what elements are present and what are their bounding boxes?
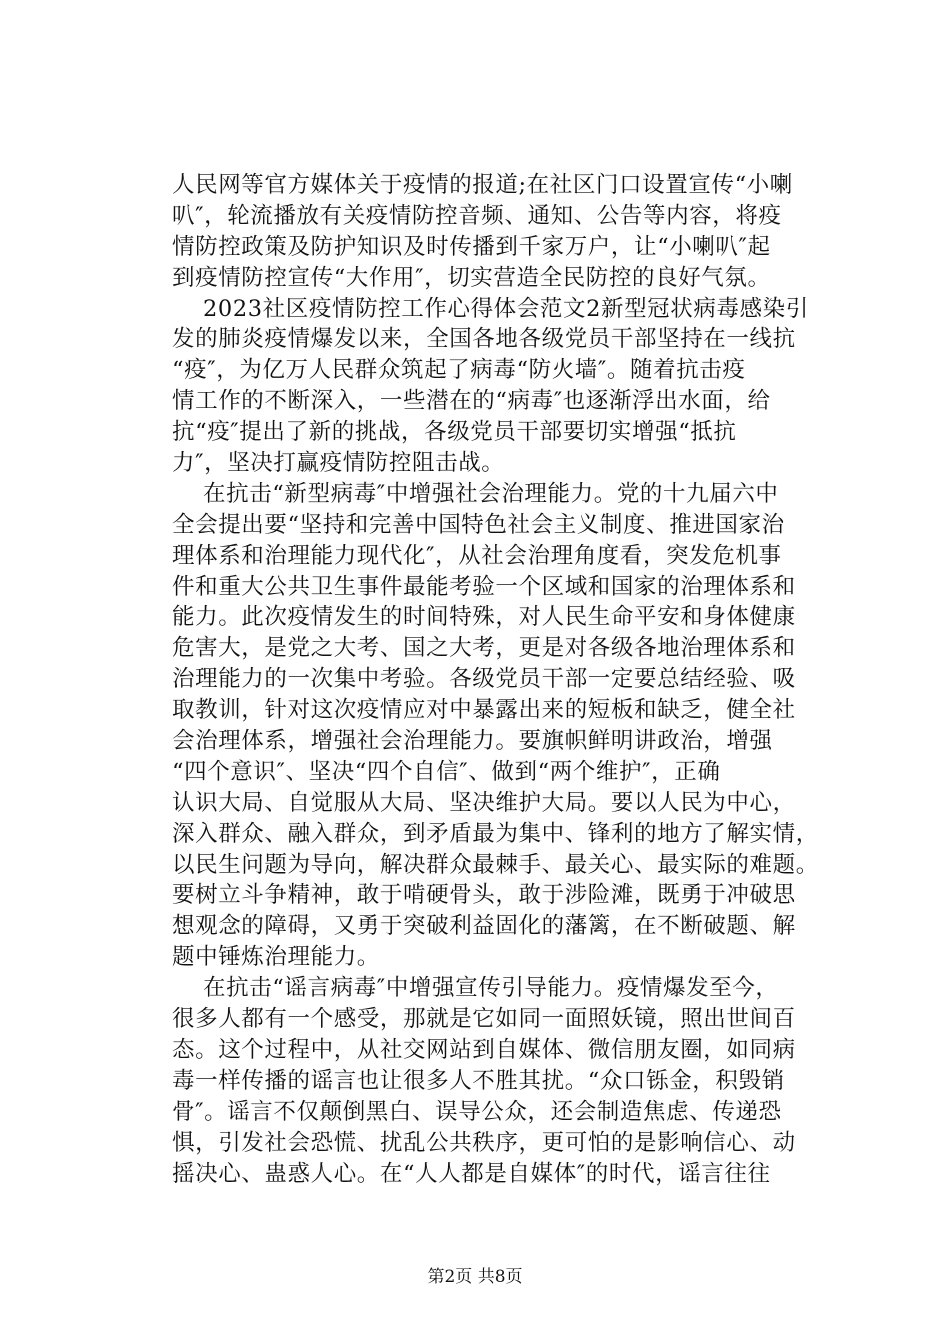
- text-line: 骨″。谣言不仅颠倒黑白、误导公众，还会制造焦虑、传递恐: [172, 1098, 782, 1125]
- text-line: 情工作的不断深入，一些潜在的“病毒″也逐渐浮出水面，给: [172, 388, 771, 415]
- text-line: 在抗击“新型病毒″中增强社会治理能力。党的十九届六中: [172, 480, 779, 507]
- text-line: 题中锤炼治理能力。: [172, 944, 380, 971]
- text-line: 取教训，针对这次疫情应对中暴露出来的短板和缺乏，健全社: [172, 697, 796, 724]
- text-line: 很多人都有一个感受，那就是它如同一面照妖镜，照出世间百: [172, 1006, 796, 1033]
- text-line: 毒一样传播的谣言也让很多人不胜其扰。“众口铄金，积毁销: [172, 1067, 785, 1094]
- text-line: 能力。此次疫情发生的时间特殊，对人民生命平安和身体健康: [172, 604, 796, 631]
- text-line: 2023社区疫情防控工作心得体会范文2新型冠状病毒感染引: [172, 295, 809, 322]
- text-line: 到疫情防控宣传“大作用″，切实营造全民防控的良好气氛。: [172, 264, 771, 291]
- text-line: 力″，坚决打赢疫情防控阻击战。: [172, 450, 505, 477]
- page-number-footer: 第2页 共8页: [427, 1267, 523, 1287]
- text-line: 摇决心、蛊惑人心。在“人人都是自媒体″的时代，谣言往往: [172, 1160, 771, 1187]
- text-line: 治理能力的一次集中考验。各级党员干部一定要总结经验、吸: [172, 666, 796, 693]
- text-line: “疫″，为亿万人民群众筑起了病毒“防火墙″。随着抗击疫: [172, 357, 746, 384]
- text-line: 想观念的障碍，又勇于突破利益固化的藩篱，在不断破题、解: [172, 913, 796, 940]
- text-line: 发的肺炎疫情爆发以来，全国各地各级党员干部坚持在一线抗: [172, 326, 796, 353]
- body-text: [172, 170, 819, 1189]
- text-line: 在抗击“谣言病毒″中增强宣传引导能力。疫情爆发至今，: [172, 975, 779, 1002]
- text-line: 理体系和治理能力现代化″，从社会治理角度看，突发危机事: [172, 542, 782, 569]
- text-line: 人民网等官方媒体关于疫情的报道;在社区门口设置宣传“小喇: [172, 172, 793, 198]
- text-line: “四个意识″、坚决“四个自信″、做到“两个维护″，正确: [172, 758, 721, 785]
- text-line: 深入群众、融入群众，到矛盾最为集中、锋利的地方了解实情，: [172, 820, 819, 847]
- text-line: 件和重大公共卫生事件最能考验一个区域和国家的治理体系和: [172, 573, 796, 600]
- text-line: 会治理体系，增强社会治理能力。要旗帜鲜明讲政治，增强: [172, 728, 773, 755]
- text-line: 态。这个过程中，从社交网站到自媒体、微信朋友圈，如同病: [172, 1036, 796, 1063]
- text-line: 惧，引发社会恐慌、扰乱公共秩序，更可怕的是影响信心、动: [172, 1129, 796, 1156]
- text-line: 叭″，轮流播放有关疫情防控音频、通知、公告等内容，将疫: [172, 202, 782, 229]
- text-line: 全会提出要“坚持和完善中国特色社会主义制度、推进国家治: [172, 511, 785, 538]
- text-line: 认识大局、自觉服从大局、坚决维护大局。要以人民为中心，: [172, 789, 796, 816]
- text-line: 危害大，是党之大考、国之大考，更是对各级各地治理体系和: [172, 635, 796, 662]
- text-line: 以民生问题为导向，解决群众最棘手、最关心、最实际的难题。: [172, 851, 819, 878]
- text-line: 要树立斗争精神，敢于啃硬骨头，敢于涉险滩，既勇于冲破思: [172, 882, 796, 909]
- text-line: 抗“疫″提出了新的挑战，各级党员干部要切实增强“抵抗: [172, 419, 737, 446]
- text-line: 情防控政策及防护知识及时传播到千家万户，让“小喇叭″起: [172, 233, 771, 260]
